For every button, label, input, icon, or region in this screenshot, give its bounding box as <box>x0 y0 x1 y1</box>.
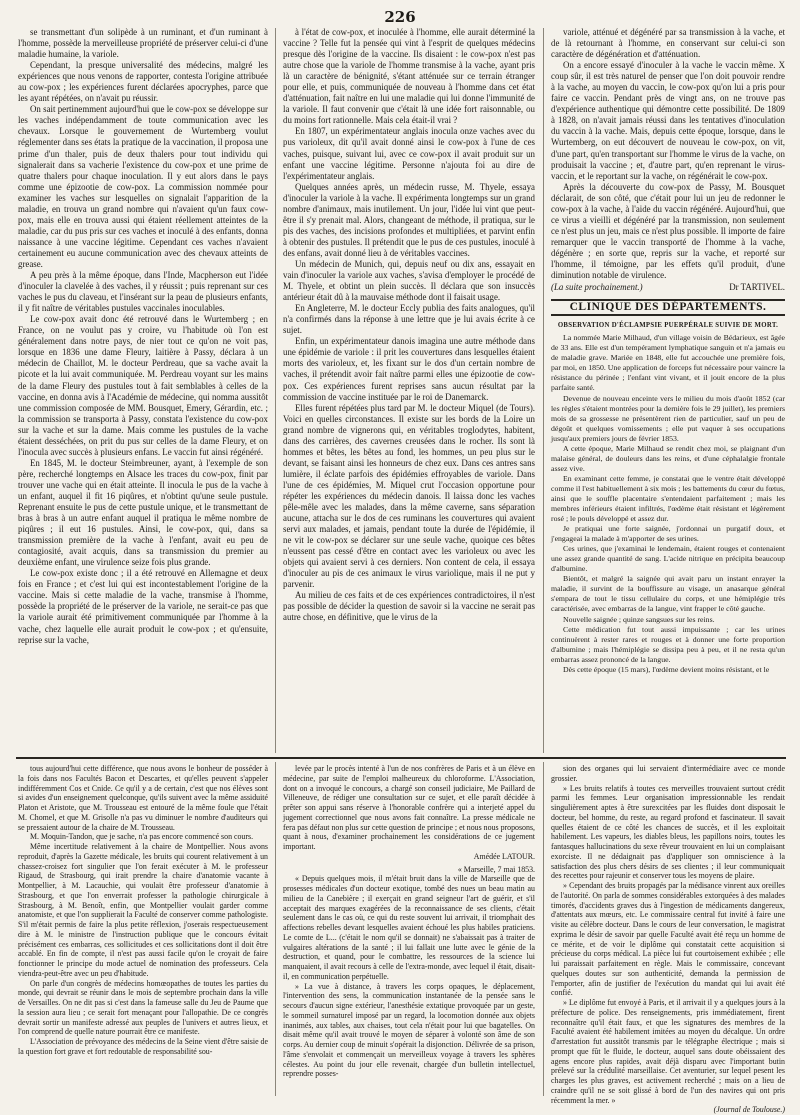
column-rule <box>543 762 544 1096</box>
paragraph: L'Association de prévoyance des médecins de la Seine vient d'être saisie de la question fort grave et fort redoutable de responsabilité sou- <box>18 1037 268 1056</box>
paragraph: Un médecin de Munich, qui, depuis neuf ou dix ans, essayait en vain d'inoculer la variole aux vaches, s'avisa d'employer le procédé de M. Thyele, et obtint un plein succès. Il déclara que son insuccès antérieur était dû à la mauvaise méthode dont il faisait usage. <box>283 258 535 303</box>
paragraph: Quelques années après, un médecin russe, M. Thyele, essaya d'inoculer la variole à la vache. Il expérimenta longtemps sur un grand nombre d'animaux, mais inutilement. Un jour, l'idée lui vint que peut-être il s'y prenait mal. Alors, changeant de méthode, il pratiqua, sur le pis des vaches, des incisions profondes et multipliées, et parvint enfin à obtenir des pustules. Il prétendit que le pus de ces pustules, inoculé à des enfans, avait donné lieu à de véritables vaccines. <box>283 181 535 258</box>
paragraph: « Depuis quelques mois, il m'était bruit dans la ville de Marseille que de prosesses médicales d'un docteur exotique, tombé des nues un beau matin au milieu de la Canebière ; il exerçait en grand seigneur l'art de guérir, et s'il acceptait des marques exagérées de la reconnaissance de ses clients, c'était seulement dans le cas où, ce qui du reste souvent lui arrivait, il triomphait des affections rebelles devant lesquelles avaient échoué les plus habiles praticiens. Le comte de L... (c'était le nom qu'il se donnait) ne s'abaissait pas à traiter de vulgaires altérations de la santé ; il lui fallait une lutte avec le génie de la destruction, et quand, pour le combattre, les ressources de la science lui manquaient, il avait recours à celle de l'extra-monde, avec lequel il était, disait-il, en communication perpétuelle. <box>283 874 535 981</box>
paragraph: sion des organes qui lui servaient d'intermédiaire avec ce monde grossier. <box>551 764 785 783</box>
paragraph: On parle d'un congrès de médecins homœopathes de toutes les parties du monde, qui devrait se réunir dans le mois de septembre prochain dans la ville de Versailles. On ne dit pas si c'est dans la fameuse salle du Jeu de Paume que la session aura lieu ; ce serait fort menaçant pour l'allopathie. De ce congrès devrait sortir un manifeste adressé aux peuples de l'univers et autres lieux, et l'on comprend de quelle nature pourrait être ce manifeste. <box>18 978 268 1037</box>
paragraph: Au milieu de ces faits et de ces expériences contradictoires, il n'est pas possible de décider la question de savoir si la vaccine ne serait pas autre chose, en définitive, que le virus de la <box>283 590 535 623</box>
paragraph: » Le diplôme fut envoyé à Paris, et il arrivait il y a quelques jours à la préfecture de police. Des renseignements, pris immédiatement, firent reconnaître qu'il était faux, et que les signatures des membres de la Faculté avaient été habilement imitées au moyen du décalque. Un ordre d'arrestation fut aussitôt transmis par le télégraphe électrique ; mais si prompt que fût le fluide, le docteur, auquel sans doute obéissaient des agens encore plus rapides, avait déjà disparu avec l'important butin prélevé sur la crédulité marseillaise. Cet aventurier, sur lequel pesent les charges les plus graves, est activement recherché ; mais on a lieu de craindre qu'il ne se soit glissé à bord de l'un des navires qui ont pris récemment la mer. » <box>551 998 785 1105</box>
paragraph: Ces urines, que j'examinai le lendemain, étaient rouges et contenaient une assez grande quantité de sang. L'acide nitrique en précipita beaucoup d'albumine. <box>551 544 785 574</box>
observation-body <box>551 333 785 675</box>
paragraph: Elles furent répétées plus tard par M. le docteur Miquel (de Tours). Voici en quelles circonstances. Il existe sur les bords de la Loire un grand nombre de vignerons qui, en véritables troglodytes, habitent, dans des carrières, des cavernes creusées dans le rocher. Ils sont là hommes et bêtes, les bêtes au fond, les hommes, un peu plus sur le devant, se faisant ainsi les honneurs de chez eux. Dans ces antres sans lumière, il éclate parfois des épidémies effroyables de variole. Dans l'une de ces épidémies, M. Miquel crut l'occasion opportune pour répéter les expériences du médecin danois. Il laissa donc les vaches pêle-mêle avec les malades, dans la même caverne, sans séparation aucune, attacha sur le dos de ces ruminans les couvertures qui avaient servi aux malades, et jamais, pendant toute la durée de l'épidémie, il ne vit le cow-pox se déclarer sur une seule vache, quoique ces bêtes n'eussent pas cessé d'être en contact avec les varioleux ou avec les objets qui avaient servi à ces derniers. Non content de cela, il essaya d'inoculer au pis de ces animaux le virus variolique, mais il ne put y parvenir. <box>283 402 535 590</box>
paragraph: Dès cette époque (15 mars), l'œdème devient moins résistant, et le <box>563 664 770 674</box>
paragraph: » Cependant des bruits propagés par la médisance vinrent aux oreilles de l'autorité. On parla de sommes considérables extorquées à des malades timorés, d'accidents graves dus à l'ingestion de médicaments dangereux, d'attentats aux mœurs, etc. Le commissaire central fut invité à faire une visite au célèbre docteur. Dans le cours de leur conversation, le magistrat exprima le désir de savoir par quelle Faculté avait été reçu un homme de ce mérite, et de voir le diplôme qui constatait cette acquisition si précieuse du corps médical. La pièce lui fut courtoisement exhibée ; elle lui paraissait parfaitement en règle. Mais le commissaire, concevant quelques doutes sur son authenticité, demanda la permission de l'emporter, afin de justifier de l'exécution du mandat qui lui avait été confié. <box>551 881 785 998</box>
column-rule <box>275 762 276 1096</box>
author-signature: Amédée LATOUR. <box>473 851 535 861</box>
page-number: 226 <box>384 8 416 26</box>
paragraph: Je pratiquai une forte saignée, j'ordonnai un purgatif doux, et j'engageai la malade à m'apporter de ses urines. <box>551 524 785 544</box>
author-signature: Dr TARTIVEL. <box>729 282 785 293</box>
section-divider <box>16 757 786 759</box>
column-3 <box>551 27 785 753</box>
paragraph: La nommée Marie Milhaud, d'un village voisin de Bédarieux, est âgée de 33 ans. Elle est d'un tempérament lymphatique sanguin et n'a jamais eu de maladie grave. Mariée en 1848, elle fut accouchée une première fois, par moi, en 1850. Une application de forceps fut nécessaire pour vaincre la résistance du périnée ; l'enfant vint vivant, et il jouit encore de la plus parfaite santé. <box>551 333 785 393</box>
continuation-note <box>551 282 785 293</box>
paragraph: En 1807, un expérimentateur anglais inocula onze vaches avec du pus varioleux, dit qu'il avait donné ainsi le cow-pox à l'une de ces vaches, puisque, suivant lui, avec ce cow-pox il avait produit sur un enfant une vaccine légitime. Personne n'ajouta foi au dire de l'expérimentateur anglais. <box>283 126 535 181</box>
paragraph: » Les bruits relatifs à toutes ces merveilles trouvaient surtout crédit parmi les femmes. Leur organisation impressionnable les rendait singulièrement aptes à être surexcitées par les fluides dont disposait le docteur, bel homme, du reste, au regard profond et fascinateur. Il savait quelles étaient de ce côté les chances de succès, et il les exploitait habilement. Les vapeurs, les diables bleus, les papillons noirs, toutes les fantasques hallucinations du sexe rêveur trouvaient en lui un complaisant exorciste. Il ne dédaignait pas d'appliquer son omniscience à la satisfaction des plus chers désirs de ses clientes ; il leur communiquait des recettes pour rajeunir et conserver tous les moyens de plaire. <box>551 783 785 881</box>
paragraph: Le cow-pox avait donc été retrouvé dans le Wurtemberg ; en France, on ne voulut pas y croire, vu l'habitude où l'on est généralement dans notre pays, de nier tout ce qu'on ne voit pas, lorsque en 1836 une dame Fleury, laitière à Passy, déclara à un médecin de Chaillot, M. le docteur Perdreau, que sa vache avait la picote et la lui avait communiquée. M. Perdreau voyant sur les mains de la dame Fleury des pustules tout à fait semblables à celles de la vaccine, en donna avis à l'Académie de médecine, qui nomma aussitôt une commission composée de MM. Bousquet, Emery, Gérardin, etc. ; la commission se transporta à Passy, constata l'existence du cow-pox sur la vache et sur la dame. Mais comme les pustules de la vache étaient desséchées, on prit du pus sur celles de la dame Fleury, et on l'inocula avec succès à plusieurs enfans. Le vaccin fut ainsi régénéré. <box>18 314 268 457</box>
paragraph: A cette époque, Marie Milhaud se rendit chez moi, se plaignant d'un malaise général, de douleurs dans les reins, et d'une céphalalgie frontale assez vive. <box>551 443 785 473</box>
column-1 <box>18 27 268 753</box>
paragraph: Même incertitude relativement à la chaire de Montpellier. Nous avons reproduit, d'après la Gazette médicale, les bruits qui courent relativement à un chassez-croisez fort singulier que l'on ferait exécuter à M. le professeur Rigaud, de Strasbourg, qui irait prendre la chaire d'anatomie vacante à Montpellier, à M. Lacauchie, qui voulait être professeur d'anatomie à Strasbourg, et que l'on enverrait professer la pathologie chirurgicale à Strasbourg, à M. Benoît, enfin, que Montpellier voulait garder comme anatomiste, et que l'on supplierait la Faculté de conserver comme pathologiste. S'il m'était permis de faire la plus petite réflexion, j'oserais respectueusement dire à M. le ministre de l'instruction publique que le concours évitait précisément ces embarras, ces sollicitudes et ces sollicitations dont il doit être accablé. En fin de compte, il n'est pas aussi facile qu'on le croyait de faire fonctionner le principe du mode actuel de nomination des professeurs. Cela viendra-peut-être avec un peu d'habitude. <box>18 842 268 978</box>
paragraph: Devenue de nouveau enceinte vers le milieu du mois d'août 1852 (car les règles s'étaient montrées pour la dernière fois le 29 juillet), les premiers mois de sa grossesse ne présentèrent rien de particulier, sauf un peu de dégoût et quelques vomissements ; elle put vaquer à ses occupations jusqu'aux premiers jours de février 1853. <box>551 393 785 443</box>
paragraph: levée par le procès intenté à l'un de nos confrères de Paris et à un élève en médecine, par suite de l'emploi malheureux du chloroforme. L'Association, dont on a invoqué le concours, a chargé son conseil judiciaire, Me Paillard de Villeneuve, de rédiger une consultation sur ce sujet, et elle paraît décidée à prêter son appui sans réserve à l'honorable confrère qui a interjeté appel du jugement correctionnel que nous avons fait connaître. La presse médicale ne fera pas défaut non plus sur cette question de principe ; et nous nous proposons, quant à nous, d'examiner prochainement les considérations de ce jugement important. <box>283 764 535 851</box>
paragraph: » La vue à distance, à travers les corps opaques, le déplacement, l'intervention des sens, la communication instantanée de la pensée sans le secours d'aucun signe extérieur, l'anesthésie extatique provoquée par un geste, le sommeil surnaturel imposé par un regard, la locomotion donnée aux objets inanimés, aux tables, aux chaises, tout cela n'était pour lui que bagatelles. On disait même qu'il avait trouvé le moyen de séparer à volonté son âme de son corps. Au dernier coup de minuit s'opérait la disjonction. Délivrée de sa prison, l'âme s'envolait et commençait un merveilleux voyage à travers les sphères célestes. Au point du jour elle revenait, chargée d'un bulletin intellectuel, reprendre posses- <box>283 981 535 1079</box>
column-5 <box>283 764 535 1096</box>
paragraph: En Angleterre, M. le docteur Eccly publia des faits analogues, qu'il n'a confirmés dans la réponse à une lettre que je lui avais écrite à ce sujet. <box>283 303 535 336</box>
source-credit: (Journal de Toulouse.) <box>713 1105 785 1115</box>
dateline: « Marseille, 7 mai 1853. <box>457 864 535 874</box>
paragraph: On a encore essayé d'inoculer à la vache le vaccin même. X coup sûr, il est très naturel de penser que l'on doit pouvoir rendre à la vache, au moyen du vaccin, le cow-pox qu'on lui a pris pour faire ce vaccin. Pendant près de vingt ans, on ne trouve pas d'expérience authentique qui démontre cette possibilité. De 1809 à 1828, on n'avait jamais réussi dans les tentatives d'inoculation du vaccin à la vache. Mais, depuis cette époque, lorsque, dans le Wurtemberg, on eut découvert de nouveau le cow-pox, on vit, d'une part, qu'en transportant sur l'homme le virus de la vache, on produisait la vaccine ; et, d'autre part, qu'en reprenant le virus-vaccin, et le reportant sur la vache, on régénérait le cow-pox. <box>551 60 785 181</box>
column-rule <box>543 28 544 753</box>
paragraph: A peu près à la même époque, dans l'Inde, Macpherson eut l'idée d'inoculer la clavelée à des vaches, il y réussit ; puis reprenant sur ces vaches le pus du claveau, et l'insérant sur la peau de plusieurs enfants, il y fit naître de véritables pustules vaccinales inoculables. <box>18 270 268 314</box>
paragraph: se transmettant d'un solipède à un ruminant, et d'un ruminant à l'homme, possède la merveilleuse propriété de préserver celui-ci d'une maladie humaine, la variole. <box>18 27 268 60</box>
paragraph: tous aujourd'hui cette différence, que nous avons le bonheur de posséder à la fois dans nos Facultés Bacon et Descartes, et qu'elles peuvent s'appeler indifféremment Cos et Cnide. Ce qu'il y a de certain, c'est que nos élèves sont si avides d'un enseignement quelconque, qu'ils suivent avec la même assiduité Platon et Aristote, que M. Trousseau est entouré de la même foule que l'était M. Chomel, et que M. Grisolle n'a pas vu diminuer le nombre d'auditeurs qui se pressaient autour de la chaire de M. Trousseau. <box>18 764 268 832</box>
column-2 <box>283 27 535 753</box>
paragraph: Bientôt, et malgré la saignée qui avait paru un instant enrayer la maladie, il survint de la bouffissure au visage, un anasarque général s'empara de tout le tissu cellulaire du corps, et une hémiplégie très caractérisée, avec embarras de la langue, vint frapper le côté gauche. <box>551 574 785 614</box>
paragraph: En examinant cette femme, je constatai que le ventre était développé comme il l'est habituellement à six mois ; les battements du cœur du fœtus, ainsi que le souffle placentaire s'entendaient parfaitement ; mais les membres inférieurs étaient infiltrés, l'œdème était résistant et légèrement rosé ; le pouls développé et assez dur. <box>551 473 785 524</box>
paragraph: Cette médication fut tout aussi impuissante ; car les urines continuèrent à rester rares et rouges et à donner une forte proportion d'albumine ; mais l'hémiplégie se dissipa peu à peu, et il ne resta qu'un embarras assez prononcé de la langue. <box>551 624 785 664</box>
paragraph: Nouvelle saignée ; quinze sangsues sur les reins. <box>563 614 715 624</box>
paragraph: M. Moquin-Tandon, que je sache, n'a pas encore commencé son cours. <box>30 832 254 842</box>
column-6 <box>551 764 785 1115</box>
column-rule <box>275 28 276 753</box>
paragraph: Cependant, la presque universalité des médecins, malgré les expériences que nous venons de rapporter, contesta l'origine attribuée au cow-pox ; les expériences furent déclarées apocryphes, parce que les ayant répétées, on n'avait pu réussir. <box>18 60 268 104</box>
paragraph: Enfin, un expérimentateur danois imagina une autre méthode dans une épidémie de variole : il prit les couvertures dans lesquelles étaient morts des varioleux, et, les fixant sur le dos d'un certain nombre de vaches, il prétendit avoir fait naître parmi elles une épizootie de cow-pox. Ces expériences furent reprises sans aucun résultat par la commission de vaccine instituée par le roi de Danemarck. <box>283 336 535 402</box>
paragraph: à l'état de cow-pox, et inoculée à l'homme, elle aurait déterminé la vaccine ? Telle fut la pensée qui vint à l'esprit de quelques médecins presque dès l'origine de la vaccine. Ils disaient : le cow-pox n'est pas autre chose que la variole de l'homme transmise à la vache, ayant pris là un caractère de bénignité, s'étant atténuée sur ce terrain étranger pour elle, et puis, communiquée de nouveau à l'homme dans cet état d'atténuation, fait naître en lui une maladie qui lui donne l'immunité de la variole. Il faut convenir que c'était là une idée fort raisonnable, ou du moins fort rationnelle. Mais cela était-il vrai ? <box>283 27 535 126</box>
to-be-continued: (La suite prochainement.) <box>551 282 643 293</box>
section-title: CLINIQUE DES DÉPARTEMENTS. <box>551 299 785 316</box>
paragraph: Après la découverte du cow-pox de Passy, M. Bousquet déclarait, de son côté, que c'était pour lui un jeu de redonner le cow-pox à la vache, à l'aide du vaccin régénéré. Aujourd'hui, que ce virus a vieilli et dégénéré par la transmission, non seulement ce n'est plus un jeu, mais ce n'est plus possible. Il importe de faire remarquer que le vaccin transporté de l'homme à la vache, dégénère ; en sorte que, repris sur la vache, et reporté sur l'homme, il témoigne, par les effets qu'il produit, d'une diminution notable de virulence. <box>551 181 785 281</box>
paragraph: variole, atténué et dégénéré par sa transmission à la vache, et de là retournant à l'homme, en conservant sur celui-ci son caractère de dégénération et d'atténuation. <box>551 27 785 60</box>
column-4 <box>18 764 268 1096</box>
article-title: OBSERVATION D'ÉCLAMPSIE PUERPÉRALE SUIVIE DE MORT. <box>557 322 779 330</box>
paragraph: Le cow-pox existe donc ; il a été retrouvé en Allemagne et deux fois en France ; et c'est lui qui est incontestablement l'origine de la vaccine. Mais si cette maladie de la vache, transmise à l'homme, possède la propriété de le préserver de la variole, ne serait-ce pas que la variole aurait été primitivement communiquée par l'homme à la vache, chez laquelle elle aurait produit le cow-pox ; et qu'ensuite, reprise sur la vache, <box>18 568 268 645</box>
paragraph: En 1845, M. le docteur Steimbreuner, ayant, à l'exemple de son père, recherché longtemps en Alsace les traces du cow-pox, finit par trouver une vache qui en était atteinte. Il inocula le pus de la vache à un enfant, auquel il fit 16 piqûres, et n'obtint qu'une seule pustule. Reprenant ensuite le pus de cette pustule unique, et le transmettant de bras à bras à un autre enfant auquel il pratiqua le même nombre de piqûres ; il eut 16 pustules. Ainsi, le cow-pox, qui, dans sa transmission première de la vache à l'enfant, avait eu peu de contagiosité, avait acquis, dans sa transmission du premier au deuxième enfant, une virulence seize fois plus grande. <box>18 457 268 568</box>
paragraph: On sait pertinemment aujourd'hui que le cow-pox se développe sur les vaches indépendamment de toute communication avec les chevaux. Lorsque le gouvernement de Wurtemberg voulut réglementer dans ses états la pratique de la vaccination, il proposa une prime d'un thaler, puis de deux thalers pour tout individu qui signalerait dans sa vacherie l'existence du cow-pox et une prime de quatre thalers pour chaque inoculation. Il y eut alors dans le pays comme une épizootie de cow-pox. La commission nommée pour examiner les vaches sur lesquelles on signalait l'apparition de la maladie, en trouva un grand nombre qui n'avaient qu'un faux cow-pox, mais elle en trouva aussi qui étaient réellement atteintes de la maladie, car du pus pris sur ces vaches et inoculé à des enfants, donna naissance à une vaccine légitime. Cependant ces vaches n'avaient certainement eu aucune communication avec des chevaux atteints de grease. <box>18 104 268 269</box>
